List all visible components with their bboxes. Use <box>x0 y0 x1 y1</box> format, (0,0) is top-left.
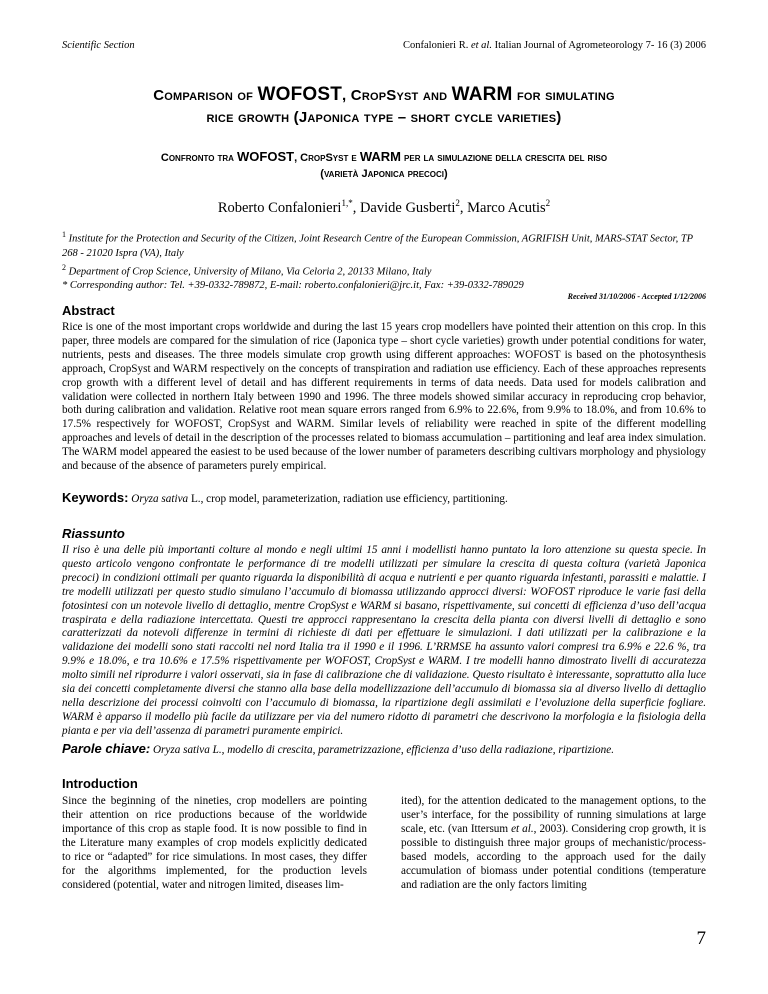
section-label: Scientific Section <box>62 40 135 51</box>
paper-title <box>62 84 706 129</box>
italian-title: Confronto tra WOFOST, CropSyst e WARM per la simulazione della crescita del riso (varietà Japonica precoci) <box>160 149 608 180</box>
abstract-heading: Abstract <box>62 303 115 318</box>
affiliations <box>62 228 706 293</box>
affiliation-1: $^1$ Institute for the Protection and Security of the Citizen, Joint Research Centre of the European Commission, AGRIFISH Unit, MARS-STAT Sector, TP 268 - 21020 Ispra (VA), Italy <box>62 230 693 259</box>
received-date: Received 31/10/2006 - Accepted 1/12/2006 <box>567 292 706 301</box>
author-list: Roberto Confalonieri$^{1,*}$, Davide Gusberti$^2$, Marco Acutis$^2$ <box>217 198 551 216</box>
introduction-column-left: Since the beginning of the nineties, crop modellers are pointing their attention on rice productions because of the worldwide importance of this crop as staple food. It is now possible to find in the Literature many examples of crop models explicitly dedicated to rice or “adapted” for rice simulations. In most cases, they differ for the algorithms implemented, for the production levels considered (potential, water and nitrogen limited, diseases lim- <box>62 795 367 891</box>
journal-citation: Confalonieri R. et al. Italian Journal of Agrometeorology 7- 16 (3) 2006 <box>403 40 706 51</box>
parole-chiave: Parole chiave: Oryza sativa L., modello di crescita, parametrizzazione, efficienza d’uso della radiazione, ripartizione. <box>62 741 614 756</box>
affiliation-2: $^2$ Department of Crop Science, University of Milano, Via Celoria 2, 20133 Milano, Italy <box>62 262 432 277</box>
corresponding-author: * Corresponding author: Tel. +39-0332-789872, E-mail: roberto.confalonieri@jrc.it, Fax: +39-0332-789029 <box>62 280 524 291</box>
introduction-heading: Introduction <box>62 776 138 791</box>
introduction-column-right: ited), for the attention dedicated to the management options, to the user’s interface, for the possibility of running simulations at large scale, etc. (van Ittersum et al., 2003). Considering crop growth, it is possible to distinguish three major groups of mechanistic/process-based models, according to the approach used for the daily accumulation of biomass under potential conditions (temperature and radiation are the only factors limiting <box>401 795 706 891</box>
abstract-text: Rice is one of the most important crops worldwide and during the last 15 years crop modellers have pointed their attention on this crop. In this paper, three models are compared for the simulation of rice (Japonica type – short cycle varieties) growth under potential conditions for water, nutrients, pests and diseases. The three models simulate crop growth using different approaches: WOFOST is based on the photosynthesis approach, CropSyst and WARM respectively on the concepts of transpiration and radiation use efficiency. Each of these approaches represents crop growth with a different level of detail and has different requirements in terms of data needs. Data used for models calibration and validation were collected in northern Italy between 1990 and 1996. The three models showed similar accuracy in reproducing crop behavior, both during calibration and validation. Relative root mean square errors ranged from 6.9% to 22.6%, from 9.9% to 18.0%, and from 10.6% to 17.5% respectively for WOFOST, CropSyst and WARM. Similar levels of reliability were reached in spite of the different modelling approaches and levels of detail in the description of the processes related to biomass accumulation – partitioning and leaf area index simulation. The WARM model appeared the easiest to be used because of the lower number of parameters describing cultivars morphology and physiology and because of the absence of parameters purely empirical. <box>62 321 706 473</box>
paper-title-line-1: Comparison of WOFOST, CropSyst and WARM for simulating <box>153 84 615 105</box>
running-header <box>62 40 706 54</box>
riassunto-heading: Riassunto <box>62 526 125 541</box>
page-number: 7 <box>696 928 706 949</box>
riassunto-text: Il riso è una delle più importanti colture al mondo e negli ultimi 15 anni i modellisti hanno puntato la loro attenzione su questa specie. In questo articolo vengono confrontate le performance di tre modelli utilizzati per simulare la crescita di questa coltura (varietà Japonica precoci) in condizioni ottimali per quanto riguarda la disponibilità di acqua e nutrienti e per quanto riguarda infestanti, parassiti e malattie. I tre modelli utilizzati per questo studio simulano l’accumulo di biomassa utilizzando approcci diversi: WOFOST riproduce le varie fasi della fotosintesi con un notevole livello di dettaglio, mentre CropSyst e WARM si basano, rispettivamente, sui concetti di efficienza d’uso dell’acqua traspirata e della radiazione intercettata. Questi tre approcci rappresentano la crescita della pianta con diversi livelli di dettaglio e sono caratterizzati da notevoli differenze in termini di richieste di dati per effettuare le simulazioni. I dati utilizzati per la calibrazione e la validazione dei modelli sono stati raccolti nel nord Italia tra il 1990 e il 1996. L’RRMSE ha assunto valori compresi tra 6.9% e 22.6 %, tra 9.9% e 18.0%, e tra 10.6% e 17.5% rispettivamente per WOFOST, CropSyst e WARM. I tre modelli hanno dimostrato livelli di accuratezza molto simili nel riprodurre i valori osservati, sia in fase di calibrazione che di validazione. Questo risultato è interessante, soprattutto alla luce sia dei concetti completamente diversi che stanno alla base della modellizzazione dell’accumulo di biomassa sia al diverso livello di dettaglio nella descrizione dei processi coinvolti con l’accumulo di biomassa, la ripartizione degli assimilati e l’evoluzione della superficie fogliare. WARM è apparso il modello più facile da utilizzare per via del numero ridotto di parametri che descrivono la morfologia e la fisiologia della pianta e per via dell’assenza di parametri puramente empirici. <box>62 544 706 737</box>
paper-title-line-2: rice growth (Japonica type – short cycle varieties) <box>206 109 562 126</box>
keywords: Keywords: Oryza sativa L., crop model, parameterization, radiation use efficiency, partitioning. <box>62 490 508 505</box>
